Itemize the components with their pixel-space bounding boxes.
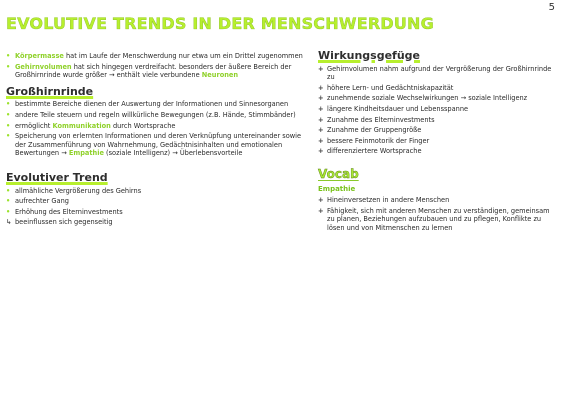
list-item: + Gehirnvolumen nahm aufgrund der Vergrößerung der Großhirnrinde zu xyxy=(318,65,558,82)
right-column xyxy=(318,49,558,235)
highlight-term: Kommunikation xyxy=(52,121,111,130)
list-item: + Zunahme des Elterninvestments xyxy=(318,116,558,125)
list-item: • allmähliche Vergrößerung des Gehirns xyxy=(6,187,306,196)
list-item xyxy=(6,111,306,120)
wirkungsgefuege-list xyxy=(318,65,558,156)
vocab-list xyxy=(318,196,558,232)
grosshirnrinde-list xyxy=(6,100,306,158)
list-item: + Zunahme der Gruppengröße xyxy=(318,126,558,135)
list-item: • Erhöhung des Elterninvestments xyxy=(6,208,306,217)
list-item: + bessere Feinmotorik der Finger xyxy=(318,137,558,146)
list-item: + Fähigkeit, sich mit anderen Menschen zu verständigen, gemeinsam zu planen, Beziehungen aufzubauen und zu pflegen, Konflikte zu lösen und von Mitmenschen zu lernen xyxy=(318,207,558,233)
list-item xyxy=(6,100,306,109)
evolutiver-trend-list xyxy=(6,187,306,227)
item-text: ermöglicht xyxy=(15,121,53,130)
intro-item xyxy=(6,63,306,80)
list-item: + Hineinversetzen in andere Menschen xyxy=(318,196,558,205)
vocab-term: Empathie xyxy=(318,184,356,193)
highlight-term: Gehirnvolumen xyxy=(15,62,72,71)
list-item: + längere Kindheitsdauer und Lebensspanne xyxy=(318,105,558,114)
item-text: hat sich hingegen verdreifacht. besonders der äußere Bereich der Großhirnrinde wurde größer → enthält viele verbundene xyxy=(15,62,292,80)
highlight-term: Empathie xyxy=(68,149,104,158)
list-item: + differenziertere Wortsprache xyxy=(318,147,558,156)
section-heading-grosshirnrinde: Großhirnrinde xyxy=(6,84,94,98)
list-item-arrow: ↳ beeinflussen sich gegenseitig xyxy=(6,218,306,227)
highlight-term: Neuronen xyxy=(201,71,239,80)
section-heading-evolutiver-trend: Evolutiver Trend xyxy=(6,170,108,184)
list-item: + höhere Lern- und Gedächtniskapazität xyxy=(318,84,558,93)
page-number: 5 xyxy=(548,2,555,13)
item-text: Speicherung von erlernten Informationen und deren Verknüpfung untereinander sowie der Zusammenführung von Wahrnehmung, Gedächtnisinhalten und emotionalen Bewertungen → xyxy=(15,132,302,158)
item-text: andere Teile steuern und regeln willkürliche Bewegungen (z.B. Hände, Stimmbänder) xyxy=(15,110,296,119)
list-item xyxy=(6,132,306,158)
list-item xyxy=(6,122,306,131)
section-heading-vocab: Vocab xyxy=(318,166,359,181)
list-item: + zunehmende soziale Wechselwirkungen → soziale Intelligenz xyxy=(318,94,558,103)
item-text: bestimmte Bereiche dienen der Auswertung der Informationen und Sinnesorganen xyxy=(15,100,289,109)
intro-item xyxy=(6,52,306,61)
left-column xyxy=(6,52,306,229)
list-item: • aufrechter Gang xyxy=(6,197,306,206)
page-title: EVOLUTIVE TRENDS IN DER MENSCHWERDUNG xyxy=(6,14,434,33)
item-text: hat im Laufe der Menschwerdung nur etwa um ein Drittel zugenommen xyxy=(63,52,303,60)
item-text: durch Wortsprache xyxy=(110,121,176,130)
item-text: (soziale Intelligenz) → Überlebensvorteile xyxy=(103,149,243,158)
section-heading-wirkungsgefuege: Wirkungsgefüge xyxy=(318,49,421,62)
intro-list xyxy=(6,52,306,80)
highlight-term: Körpermasse xyxy=(15,52,64,60)
